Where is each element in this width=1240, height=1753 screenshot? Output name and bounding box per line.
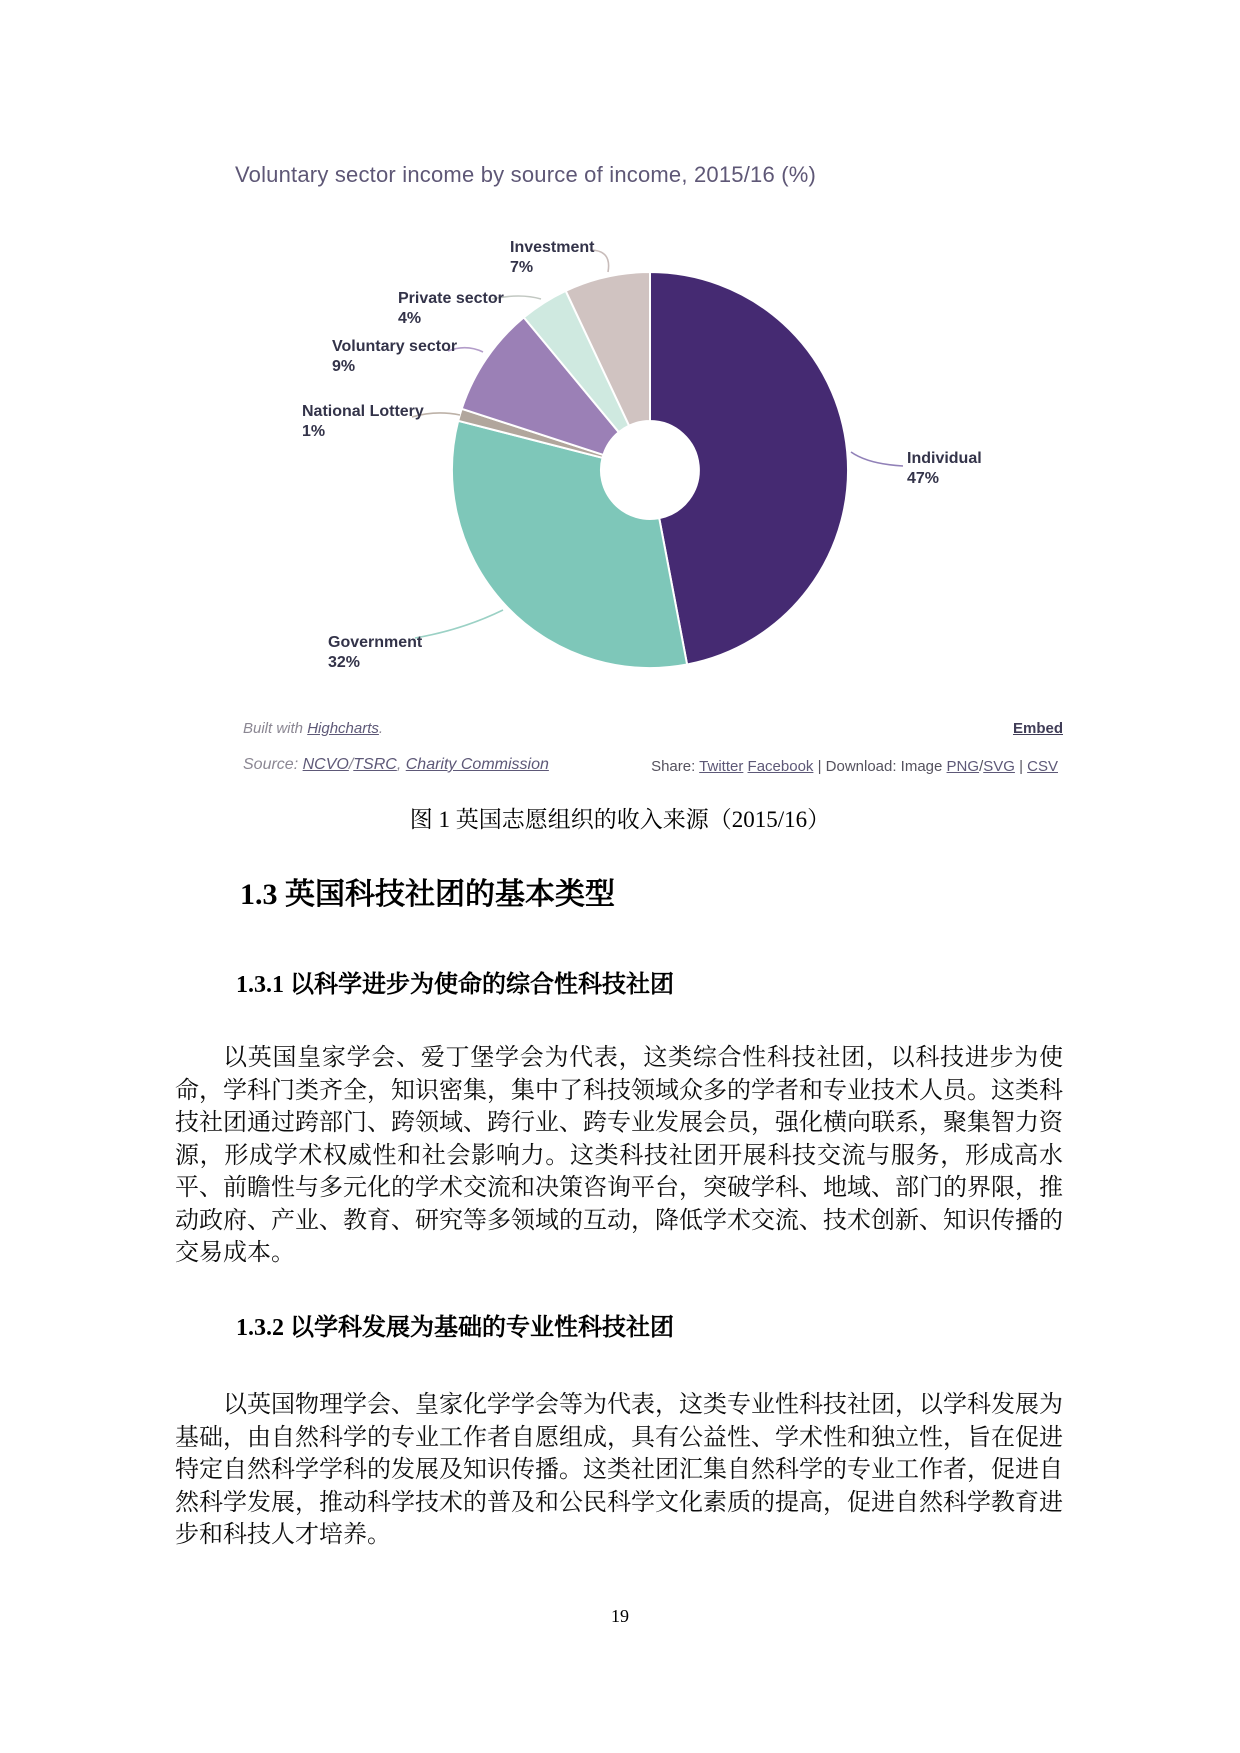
paragraph-1-3-1: 以英国皇家学会、爱丁堡学会为代表，这类综合性科技社团，以科技进步为使命，学科门类齐全，知识密集，集中了科技领域众多的学者和专业技术人员。这类科技社团通过跨部门、跨领域、跨行业、跨专业发展会员，强化横向联系，聚集智力资源，形成学术权威性和社会影响力。这类科技社团开展科技交流与服务，形成高水平、前瞻性与多元化的学术交流和决策咨询平台，突破学科、地域、部门的界限，推动政府、产业、教育、研究等多领域的互动，降低学术交流、技术创新、知识传播的交易成本。 xyxy=(175,1045,1063,1266)
ncvo-link[interactable]: NCVO xyxy=(302,756,349,773)
svg-link[interactable]: SVG xyxy=(983,758,1015,775)
built-with-credits xyxy=(243,720,383,737)
png-link[interactable]: PNG xyxy=(946,758,980,775)
chart-title: Voluntary sector income by source of income, 2015/16 (%) xyxy=(235,162,817,187)
share-download-bar xyxy=(651,758,1058,775)
pie-slice-individual xyxy=(650,272,848,665)
csv-link[interactable]: CSV xyxy=(1027,758,1058,775)
static-text: / xyxy=(348,756,354,773)
slice-label-name: Investment xyxy=(510,239,595,256)
slice-label-government xyxy=(328,633,422,673)
slice-label-percent: 4% xyxy=(398,310,422,327)
facebook-link[interactable]: Facebook xyxy=(747,758,814,775)
source-credits xyxy=(243,756,549,774)
slice-label-percent: 1% xyxy=(302,423,326,440)
pie-slice-government xyxy=(452,421,687,668)
slice-label-national-lottery xyxy=(302,402,424,442)
slice-label-percent: 47% xyxy=(907,470,940,487)
slice-label-name: Individual xyxy=(907,450,982,467)
page-number: 19 xyxy=(611,1606,629,1626)
heading-1-3-2: 1.3.2 以学科发展为基础的专业性科技社团 xyxy=(236,1315,674,1341)
static-text: Built with xyxy=(243,720,308,737)
paragraph-1-3-2: 以英国物理学会、皇家化学学会等为代表，这类专业性科技社团，以学科发展为基础，由自然科学的专业工作者自愿组成，具有公益性、学术性和独立性，旨在促进特定自然科学学科的发展及知识传播。这类社团汇集自然科学的专业工作者，促进自然科学发展，推动科学技术的普及和公民科学文化素质的提高，促进自然科学教育进步和科技人才培养。 xyxy=(175,1392,1063,1548)
slice-label-private-sector xyxy=(398,289,504,329)
slice-label-name: National Lottery xyxy=(302,403,424,420)
slice-label-voluntary-sector xyxy=(332,337,457,377)
static-text: . xyxy=(378,720,384,737)
slice-label-investment xyxy=(510,238,594,278)
static-text: | xyxy=(1014,758,1028,775)
slice-label-name: Voluntary sector xyxy=(332,338,458,355)
static-text: Source: xyxy=(243,756,303,773)
twitter-link[interactable]: Twitter xyxy=(699,758,744,775)
heading-1-3-1: 1.3.1 以科学进步为使命的综合性科技社团 xyxy=(236,972,674,998)
slice-label-percent: 32% xyxy=(328,654,361,671)
static-text: Share: xyxy=(651,758,700,775)
static-text: / xyxy=(979,758,984,775)
slice-label-individual xyxy=(907,449,982,489)
tsrc-link[interactable]: TSRC xyxy=(353,756,397,773)
figure-caption: 图 1 英国志愿组织的收入来源（2015/16） xyxy=(409,807,831,832)
slice-label-percent: 9% xyxy=(332,358,356,375)
slice-label-name: Private sector xyxy=(398,290,504,307)
charity-commission-link[interactable]: Charity Commission xyxy=(405,756,549,773)
heading-1-3: 1.3 英国科技社团的基本类型 xyxy=(240,878,615,911)
label-connector-government xyxy=(415,610,503,638)
pie-donut-chart xyxy=(0,0,1240,820)
slice-label-name: Government xyxy=(328,634,423,651)
embed-link[interactable]: Embed xyxy=(1012,720,1063,737)
highcharts-link[interactable]: Highcharts xyxy=(307,720,379,737)
label-connector-individual xyxy=(851,452,903,466)
static-text: , xyxy=(396,756,406,773)
slice-label-percent: 7% xyxy=(510,259,534,276)
static-text: | Download: Image xyxy=(813,758,947,775)
